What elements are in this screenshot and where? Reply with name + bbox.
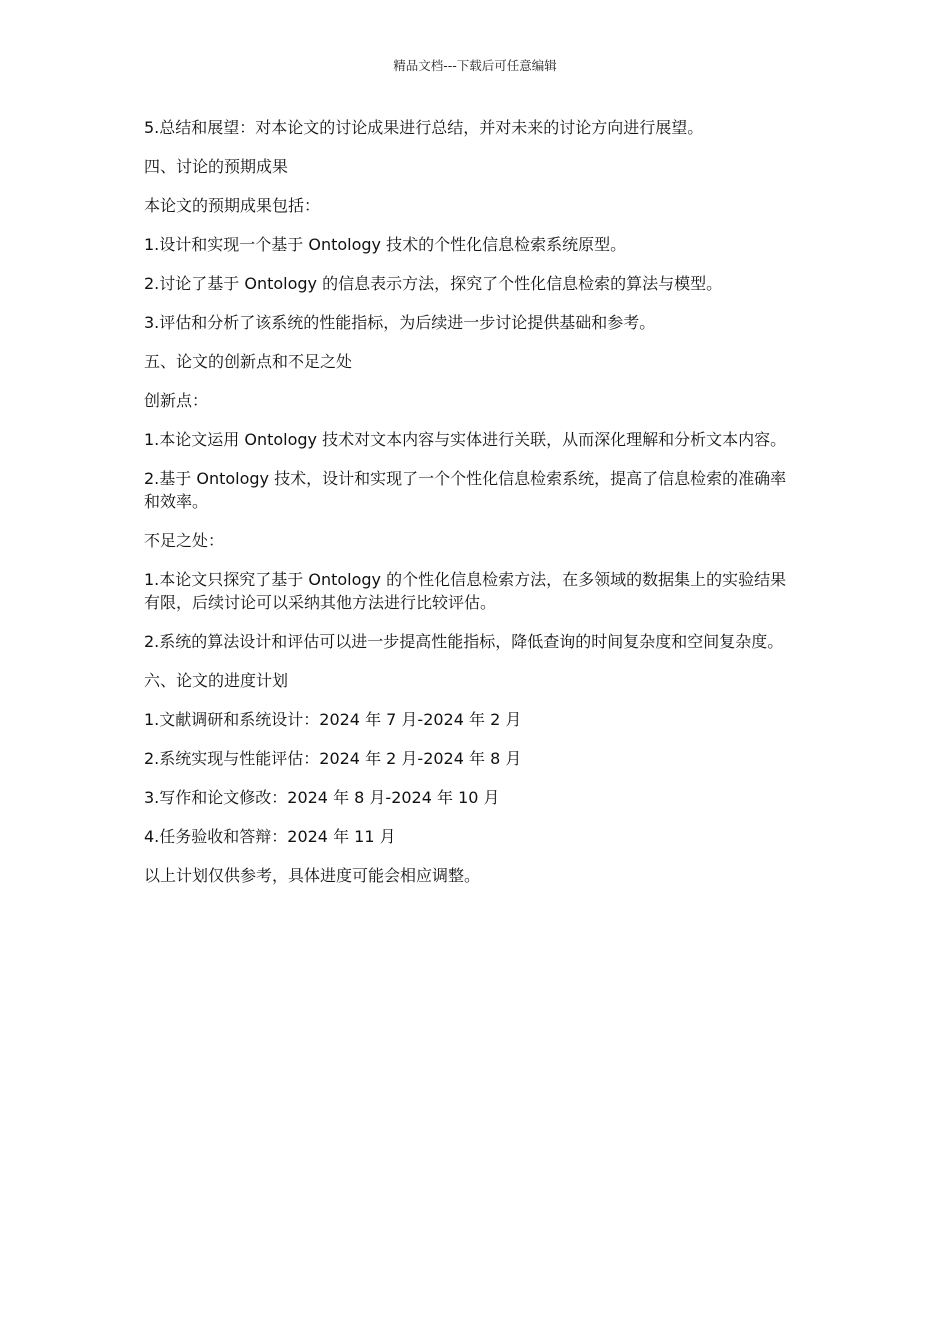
list-item: 3.评估和分析了该系统的性能指标，为后续进一步讨论提供基础和参考。	[144, 313, 656, 332]
schedule-item: 2.系统实现与性能评估：2024 年 2 月-2024 年 8 月	[144, 749, 522, 768]
list-item: 1.本论文只探究了基于 Ontology 的个性化信息检索方法，在多领域的数据集上的实验结果有限，后续讨论可以采纳其他方法进行比较评估。	[144, 570, 787, 612]
schedule-item: 1.文献调研和系统设计：2024 年 7 月-2024 年 2 月	[144, 710, 522, 729]
list-item: 1.本论文运用 Ontology 技术对文本内容与实体进行关联，从而深化理解和分析文本内容。	[144, 430, 787, 449]
section-heading: 六、论文的进度计划	[144, 671, 289, 690]
section-heading: 五、论文的创新点和不足之处	[144, 352, 353, 371]
list-item: 1.设计和实现一个基于 Ontology 技术的个性化信息检索系统原型。	[144, 235, 627, 254]
closing-note: 以上计划仅供参考，具体进度可能会相应调整。	[144, 866, 481, 885]
list-item: 2.讨论了基于 Ontology 的信息表示方法，探究了个性化信息检索的算法与模型。	[144, 274, 723, 293]
document-body	[144, 116, 796, 903]
paragraph: 5.总结和展望：对本论文的讨论成果进行总结，并对未来的讨论方向进行展望。	[144, 118, 704, 137]
page-header: 精品文档---下载后可任意编辑	[393, 58, 557, 73]
list-item: 2.基于 Ontology 技术，设计和实现了一个个性化信息检索系统，提高了信息检索的准确率和效率。	[144, 469, 787, 511]
section-heading: 四、讨论的预期成果	[144, 157, 289, 176]
paragraph: 本论文的预期成果包括：	[144, 196, 321, 215]
list-item: 2.系统的算法设计和评估可以进一步提高性能指标，降低查询的时间复杂度和空间复杂度。	[144, 632, 784, 651]
schedule-item: 3.写作和论文修改：2024 年 8 月-2024 年 10 月	[144, 788, 500, 807]
subheading: 创新点：	[144, 391, 209, 410]
schedule-item: 4.任务验收和答辩：2024 年 11 月	[144, 827, 396, 846]
subheading: 不足之处：	[144, 531, 225, 550]
